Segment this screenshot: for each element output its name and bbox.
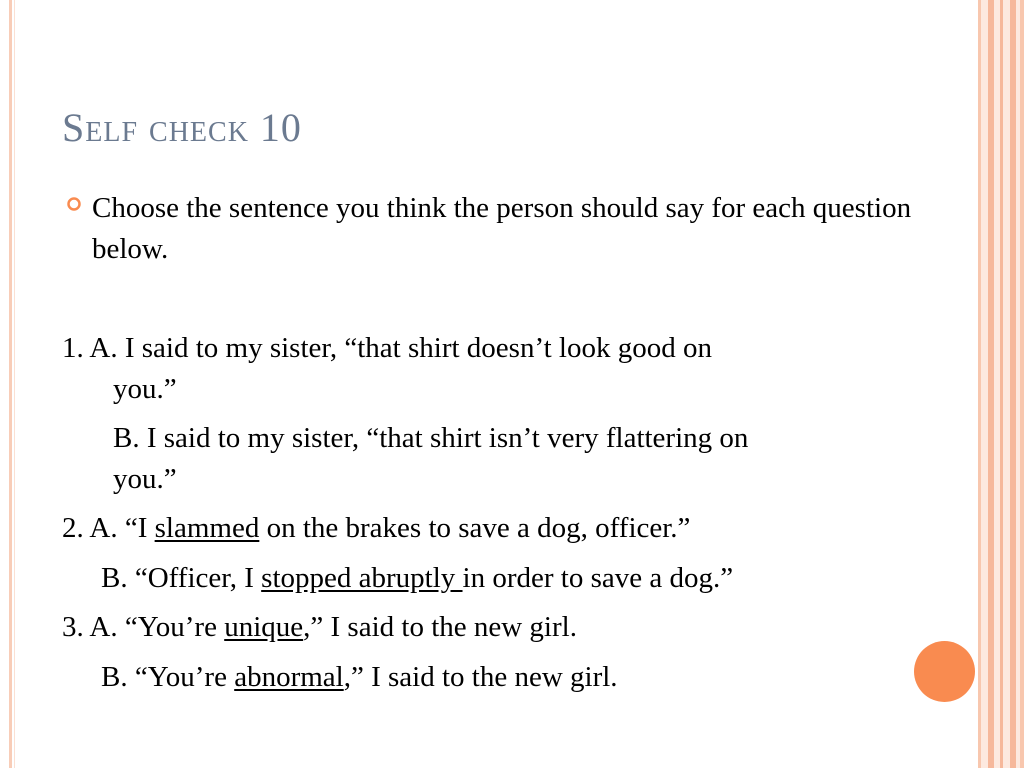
question-3a-post: ,” I said to the new girl.: [303, 611, 577, 643]
orange-circle-decoration: [914, 641, 975, 702]
question-1a-line2: you.”: [113, 373, 177, 405]
question-2a-pre: 2. A. “I: [62, 512, 155, 544]
question-3b-post: ,” I said to the new girl.: [343, 661, 618, 693]
left-frame-line: [9, 0, 12, 768]
slide-title: Self check 10: [62, 105, 302, 150]
question-3b-pre: B. “You’re: [101, 661, 235, 693]
question-2b: [101, 558, 733, 599]
question-2a-underlined: slammed: [154, 512, 260, 544]
right-stripe: [978, 0, 981, 768]
question-2b-underlined: stopped abruptly: [261, 562, 463, 594]
question-1b-line2: you.”: [113, 463, 177, 495]
question-1a-line1: 1. A. I said to my sister, “that shirt doesn’t look good on: [62, 332, 712, 364]
right-stripe: [988, 0, 994, 768]
question-2b-pre: B. “Officer, I: [101, 562, 262, 594]
question-2b-post: in order to save a dog.”: [462, 562, 734, 594]
question-3a-pre: 3. A. “You’re: [62, 611, 225, 643]
right-stripe: [1020, 0, 1024, 768]
ring-bullet-icon: [66, 196, 82, 212]
intro-text: Choose the sentence you think the person should say for each question below.: [92, 192, 912, 265]
question-2a-post: on the brakes to save a dog, officer.”: [259, 512, 691, 544]
question-2a: [62, 508, 690, 549]
question-3a-underlined: unique: [224, 611, 304, 643]
question-3b: [101, 657, 618, 698]
left-frame-line-inner: [14, 0, 15, 768]
right-stripe: [1000, 0, 1003, 768]
question-3a: [62, 607, 577, 648]
right-stripe: [1010, 0, 1016, 768]
question-3b-underlined: abnormal: [234, 661, 344, 693]
question-1b-line1: B. I said to my sister, “that shirt isn’t very flattering on: [113, 422, 749, 454]
